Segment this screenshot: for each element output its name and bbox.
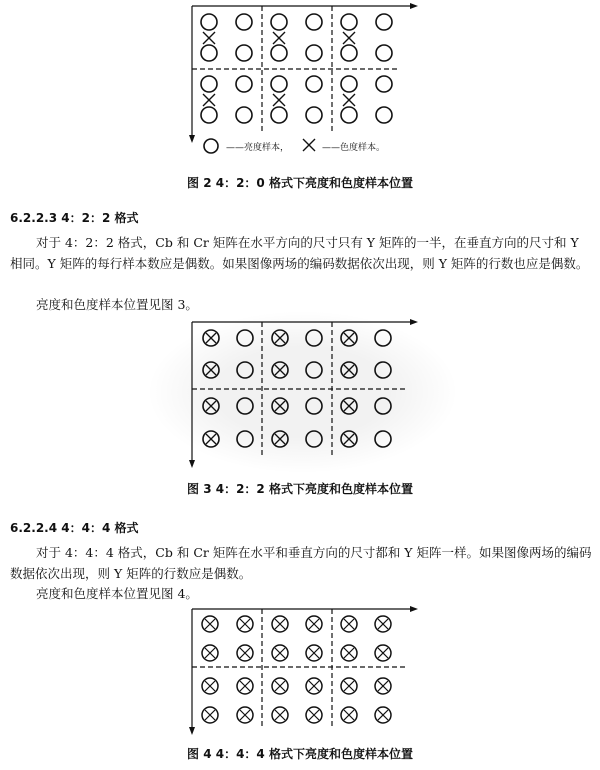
legend-chroma-icon: [303, 139, 315, 151]
figure4-diagram: [0, 603, 600, 738]
figure2-caption: 图 2 4：2：0 格式下亮度和色度样本位置: [187, 176, 413, 190]
section-heading-6-2-2-4: 6.2.2.4 4：4：4 格式: [10, 521, 139, 535]
figure3-caption: 图 3 4：2：2 格式下亮度和色度样本位置: [187, 482, 413, 496]
legend-chroma-label: ——色度样本。: [322, 143, 386, 153]
section-624-figure-ref: 亮度和色度样本位置见图 4。: [36, 586, 198, 601]
section-624-paragraph: 对于 4：4：4 格式，Cb 和 Cr 矩阵在水平和垂直方向的尺寸都和 Y 矩阵一样。如果图像两场的编码数据依次出现，则 Y 矩阵的行数应是偶数。: [10, 545, 592, 581]
section-heading-6-2-2-3: 6.2.2.3 4：2：2 格式: [10, 211, 139, 225]
section-623-figure-ref: 亮度和色度样本位置见图 3。: [36, 297, 198, 312]
legend-luma-label: ——亮度样本，: [226, 143, 290, 153]
legend-luma-icon: [204, 139, 218, 153]
section-623-paragraph: 对于 4：2：2 格式，Cb 和 Cr 矩阵在水平方向的尺寸只有 Y 矩阵的一半，在垂直方向的尺寸和 Y 相同。Y 矩阵的每行样本数应是偶数。如果图像两场的编码数据依次出现，则 Y 矩阵的行数也应是偶数。: [10, 235, 589, 271]
figure4-caption: 图 4 4：4：4 格式下亮度和色度样本位置: [187, 747, 413, 761]
figure3-diagram: [0, 316, 600, 476]
figure2-diagram: [0, 0, 600, 170]
